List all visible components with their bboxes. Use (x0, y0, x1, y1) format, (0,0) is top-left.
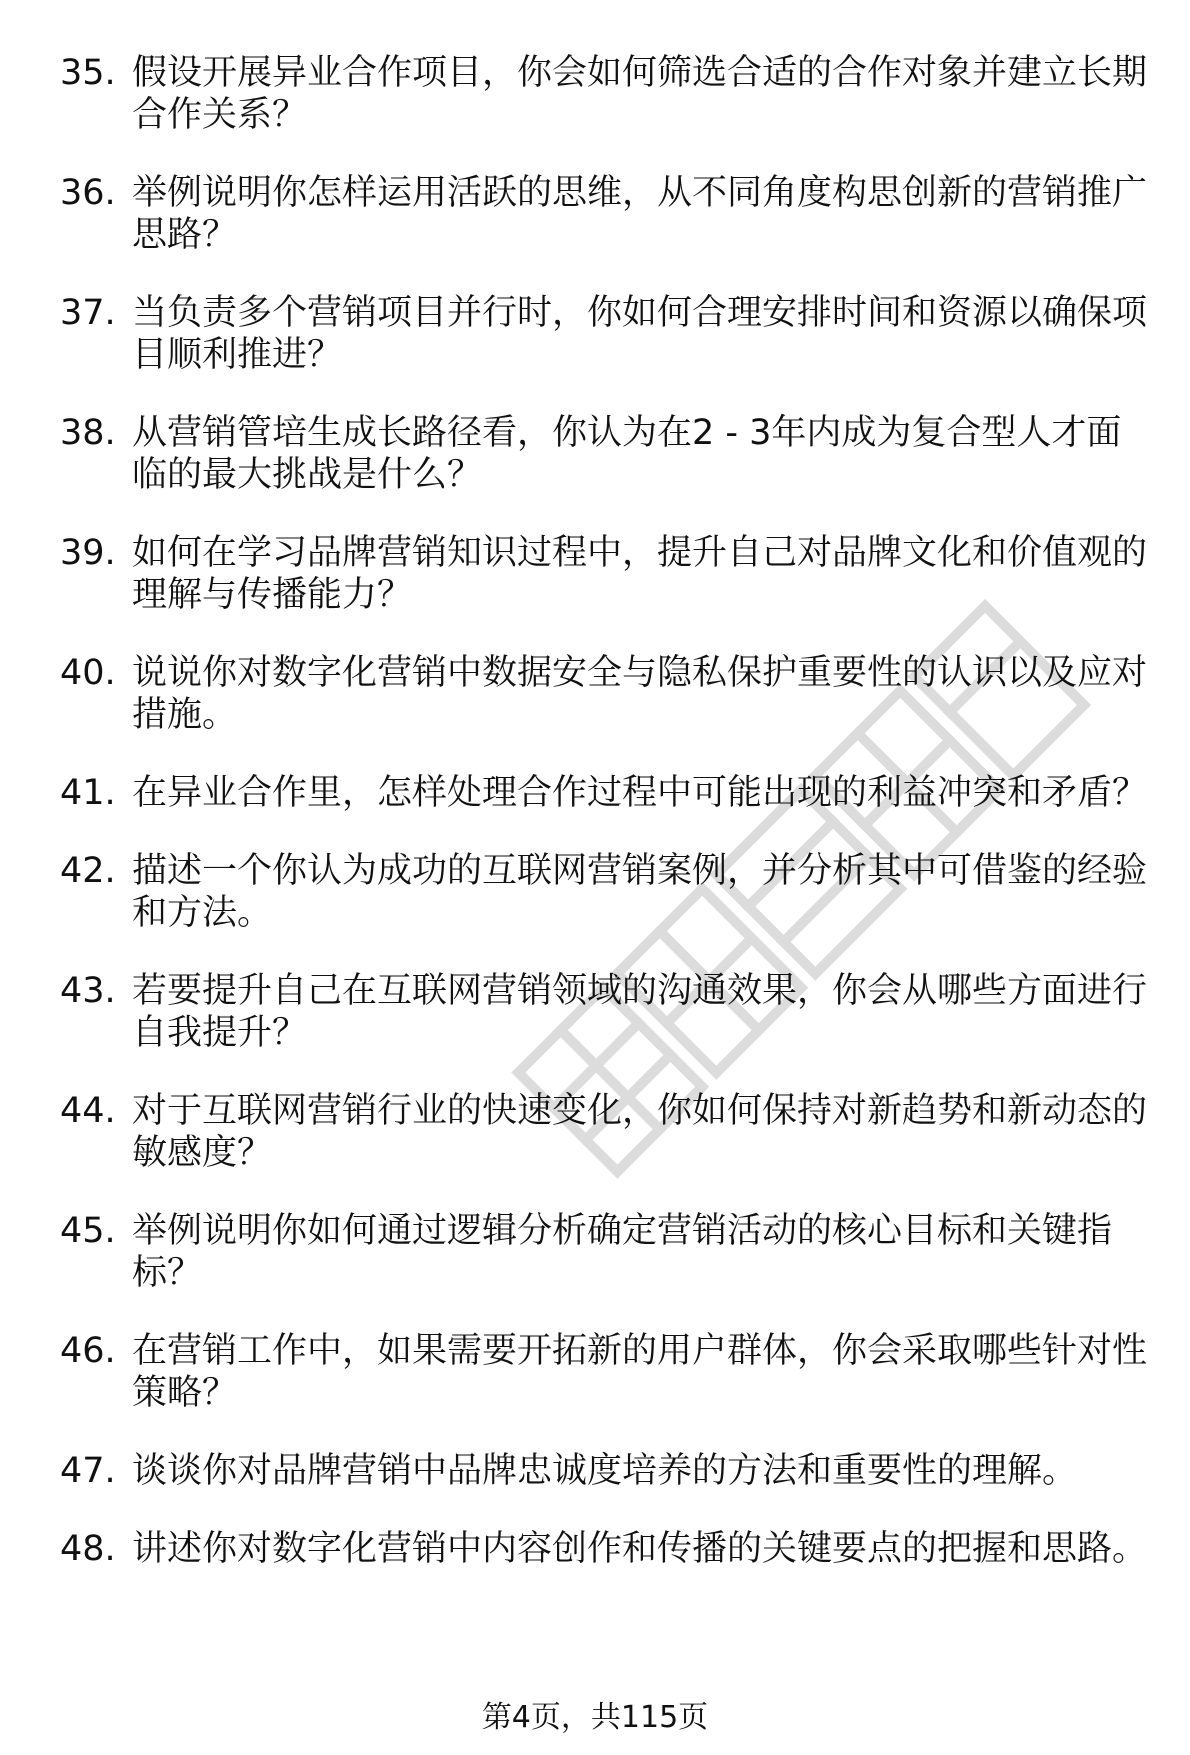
question-number: 46. (60, 1331, 116, 1371)
question-number: 44. (60, 1091, 116, 1131)
question-number: 45. (60, 1211, 116, 1251)
question-text: 在异业合作里，怎样处理合作过程中可能出现的利益冲突和矛盾？ (132, 773, 1148, 813)
question-item (60, 970, 1150, 1054)
question-number: 47. (60, 1451, 116, 1491)
question-text: 谈谈你对品牌营销中品牌忠诚度培养的方法和重要性的理解。 (132, 1451, 1078, 1491)
question-number: 39. (60, 533, 116, 573)
question-text: 描述一个你认为成功的互联网营销案例，并分析其中可借鉴的经验和方法。 (132, 851, 1148, 933)
question-item (60, 52, 1150, 136)
question-number: 37. (60, 293, 116, 333)
question-text: 从营销管培生成长路径看，你认为在2 - 3年内成为复合型人才面临的最大挑战是什么？ (132, 413, 1122, 495)
question-number: 42. (60, 851, 116, 891)
question-number: 36. (60, 173, 116, 213)
question-text: 举例说明你怎样运用活跃的思维，从不同角度构思创新的营销推广思路？ (132, 173, 1148, 255)
question-item (60, 1210, 1150, 1294)
question-item (60, 172, 1150, 256)
question-item (60, 772, 1150, 814)
question-text: 当负责多个营销项目并行时，你如何合理安排时间和资源以确保项目顺利推进？ (132, 293, 1148, 375)
question-text: 举例说明你如何通过逻辑分析确定营销活动的核心目标和关键指标？ (132, 1211, 1113, 1293)
page-number-footer: 第4页，共115页 (481, 1700, 709, 1735)
question-list (60, 52, 1150, 1606)
question-text: 如何在学习品牌营销知识过程中，提升自己对品牌文化和价值观的理解与传播能力？ (132, 533, 1148, 615)
question-number: 40. (60, 653, 116, 693)
question-number: 38. (60, 413, 116, 453)
question-text: 若要提升自己在互联网营销领域的沟通效果，你会从哪些方面进行自我提升？ (132, 971, 1148, 1053)
question-item (60, 412, 1150, 496)
question-item (60, 1450, 1150, 1492)
question-number: 41. (60, 773, 116, 813)
question-text: 在营销工作中，如果需要开拓新的用户群体，你会采取哪些针对性策略？ (132, 1331, 1148, 1413)
question-text: 对于互联网营销行业的快速变化，你如何保持对新趋势和新动态的敏感度？ (132, 1091, 1148, 1173)
question-item (60, 1330, 1150, 1414)
question-number: 48. (60, 1529, 116, 1569)
question-text: 假设开展异业合作项目，你会如何筛选合适的合作对象并建立长期合作关系？ (132, 53, 1148, 135)
question-item (60, 652, 1150, 736)
question-item (60, 1528, 1150, 1570)
question-item (60, 1090, 1150, 1174)
question-number: 43. (60, 971, 116, 1011)
question-number: 35. (60, 53, 116, 93)
question-item (60, 292, 1150, 376)
question-item (60, 532, 1150, 616)
question-text: 讲述你对数字化营销中内容创作和传播的关键要点的把握和思路。 (132, 1529, 1148, 1569)
question-text: 说说你对数字化营销中数据安全与隐私保护重要性的认识以及应对措施。 (132, 653, 1148, 735)
question-item (60, 850, 1150, 934)
